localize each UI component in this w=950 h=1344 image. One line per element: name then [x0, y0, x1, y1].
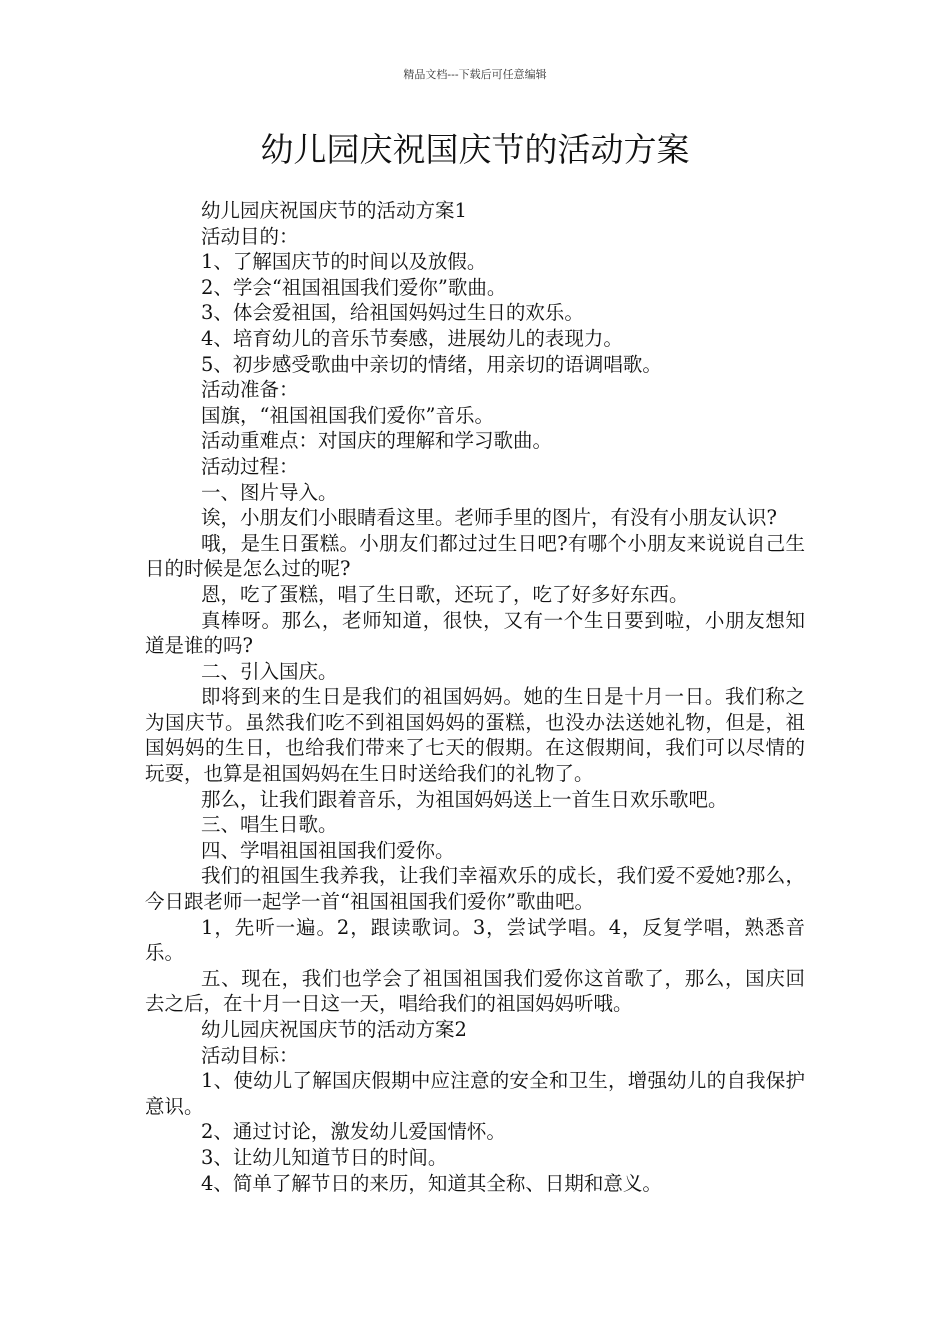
page-header-note: 精品文档---下载后可任意编辑	[403, 68, 547, 81]
paragraph: 4、简单了解节日的来历，知道其全称、日期和意义。	[201, 1171, 662, 1195]
paragraph: 一、图片导入。	[201, 480, 338, 504]
paragraph: 诶，小朋友们小眼睛看这里。老师手里的图片，有没有小朋友认识?	[201, 506, 777, 530]
paragraph: 活动过程：	[201, 454, 299, 478]
paragraph: 幼儿园庆祝国庆节的活动方案1	[201, 199, 467, 222]
paragraph: 国旗，“祖国祖国我们爱你”音乐。	[201, 403, 494, 427]
paragraph: 2、学会“祖国祖国我们爱你”歌曲。	[201, 275, 507, 299]
paragraph: 5、初步感受歌曲中亲切的情绪，用亲切的语调唱歌。	[201, 352, 662, 376]
paragraph: 活动目标：	[201, 1043, 299, 1067]
paragraph: 四、学唱祖国祖国我们爱你。	[201, 838, 455, 862]
paragraph: 1、了解国庆节的时间以及放假。	[201, 250, 487, 274]
paragraph: 幼儿园庆祝国庆节的活动方案2	[201, 1018, 467, 1041]
paragraph: 3、体会爱祖国，给祖国妈妈过生日的欢乐。	[201, 301, 584, 325]
paragraph: 三、唱生日歌。	[201, 813, 338, 837]
paragraph: 2、通过讨论，激发幼儿爱国情怀。	[201, 1120, 506, 1144]
paragraph: 4、培育幼儿的音乐节奏感，进展幼儿的表现力。	[201, 326, 623, 350]
paragraph: 活动目的：	[201, 224, 299, 248]
paragraph: 活动准备：	[201, 378, 299, 402]
paragraph: 二、引入国庆。	[201, 659, 338, 683]
paragraph: 即将到来的生日是我们的祖国妈妈。她的生日是十月一日。我们称之为国庆节。虽然我们吃不到祖国妈妈的蛋糕，也没办法送她礼物，但是，祖国妈妈的生日，也给我们带来了七天的假期。在这假期间，我们可以尽情的玩耍，也算是祖国妈妈在生日时送给我们的礼物了。	[145, 685, 805, 786]
paragraph: 我们的祖国生我养我，让我们幸福欢乐的成长，我们爱不爱她?那么，今日跟老师一起学一首“祖国祖国我们爱你”歌曲吧。	[145, 864, 805, 914]
document-title: 幼儿园庆祝国庆节的活动方案	[260, 130, 690, 169]
paragraph: 恩，吃了蛋糕，唱了生日歌，还玩了，吃了好多好东西。	[201, 582, 689, 606]
paragraph: 真棒呀。那么，老师知道，很快，又有一个生日要到啦，小朋友想知道是谁的吗?	[145, 608, 805, 658]
paragraph: 1、使幼儿了解国庆假期中应注意的安全和卫生，增强幼儿的自我保护意识。	[145, 1069, 805, 1118]
paragraph: 五、现在，我们也学会了祖国祖国我们爱你这首歌了，那么，国庆回去之后，在十月一日这一天，唱给我们的祖国妈妈听哦。	[145, 966, 805, 1016]
paragraph: 哦，是生日蛋糕。小朋友们都过过生日吧?有哪个小朋友来说说自己生日的时候是怎么过的呢?	[145, 531, 805, 581]
paragraph: 1，先听一遍。2，跟读歌词。3，尝试学唱。4，反复学唱，熟悉音乐。	[145, 915, 805, 965]
paragraph: 那么，让我们跟着音乐，为祖国妈妈送上一首生日欢乐歌吧。	[201, 787, 728, 811]
document-body	[145, 198, 805, 1196]
paragraph: 3、让幼儿知道节日的时间。	[201, 1145, 448, 1169]
paragraph: 活动重难点：对国庆的理解和学习歌曲。	[201, 429, 553, 453]
